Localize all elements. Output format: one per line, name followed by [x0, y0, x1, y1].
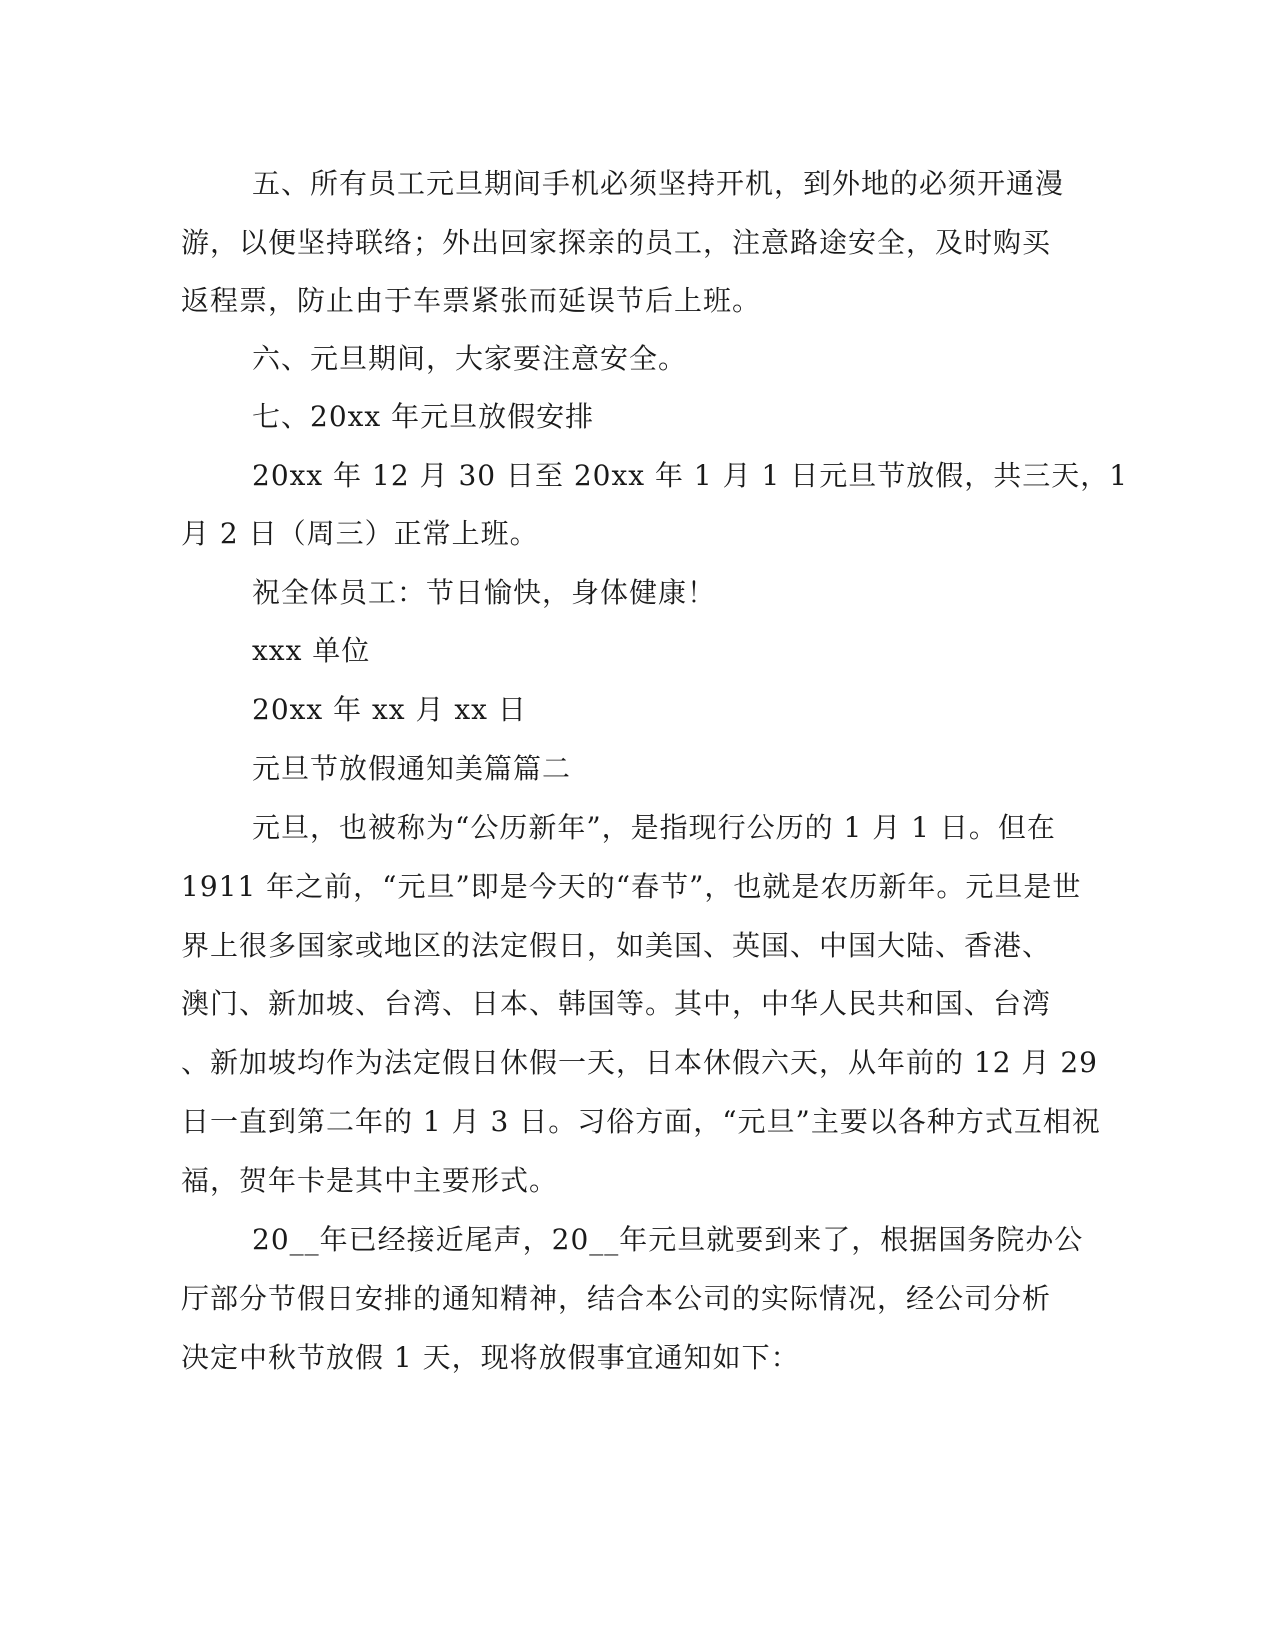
text-line: 七、20xx 年元旦放假安排 — [252, 400, 595, 433]
text-line: 澳门、新加坡、台湾、日本、韩国等。其中，中华人民共和国、台湾 — [181, 987, 1052, 1020]
text-line: 1911 年之前，“元旦”即是今天的“春节”，也就是农历新年。元旦是世 — [181, 870, 1082, 903]
text-line: 返程票，防止由于车票紧张而延误节后上班。 — [181, 284, 762, 317]
text-line: 月 2 日（周三）正常上班。 — [181, 517, 539, 550]
signature-unit: xxx 单位 — [252, 634, 371, 667]
text-line: 、新加坡均作为法定假日休假一天，日本休假六天，从年前的 12 月 29 — [181, 1046, 1098, 1079]
section-heading: 元旦节放假通知美篇篇二 — [252, 752, 572, 785]
text-line: 20__年已经接近尾声，20__年元旦就要到来了，根据国务院办公 — [252, 1223, 1084, 1256]
text-line: 元旦，也被称为“公历新年”，是指现行公历的 1 月 1 日。但在 — [252, 811, 1056, 844]
text-line: 福，贺年卡是其中主要形式。 — [181, 1164, 559, 1197]
text-line: 厅部分节假日安排的通知精神，结合本公司的实际情况，经公司分析 — [181, 1282, 1052, 1315]
text-line: 五、所有员工元旦期间手机必须坚持开机，到外地的必须开通漫 — [252, 167, 1065, 200]
text-line: 决定中秋节放假 1 天，现将放假事宜通知如下： — [181, 1341, 800, 1374]
text-line: 日一直到第二年的 1 月 3 日。习俗方面，“元旦”主要以各种方式互相祝 — [181, 1105, 1101, 1138]
signature-date: 20xx 年 xx 月 xx 日 — [252, 693, 527, 726]
text-line: 界上很多国家或地区的法定假日，如美国、英国、中国大陆、香港、 — [181, 929, 1052, 962]
text-line: 20xx 年 12 月 30 日至 20xx 年 1 月 1 日元旦节放假，共三天，1 — [252, 459, 1129, 492]
text-line: 游，以便坚持联络；外出回家探亲的员工，注意路途安全，及时购买 — [181, 226, 1052, 259]
text-line: 六、元旦期间，大家要注意安全。 — [252, 342, 688, 375]
text-line: 祝全体员工：节日愉快，身体健康！ — [252, 576, 717, 609]
